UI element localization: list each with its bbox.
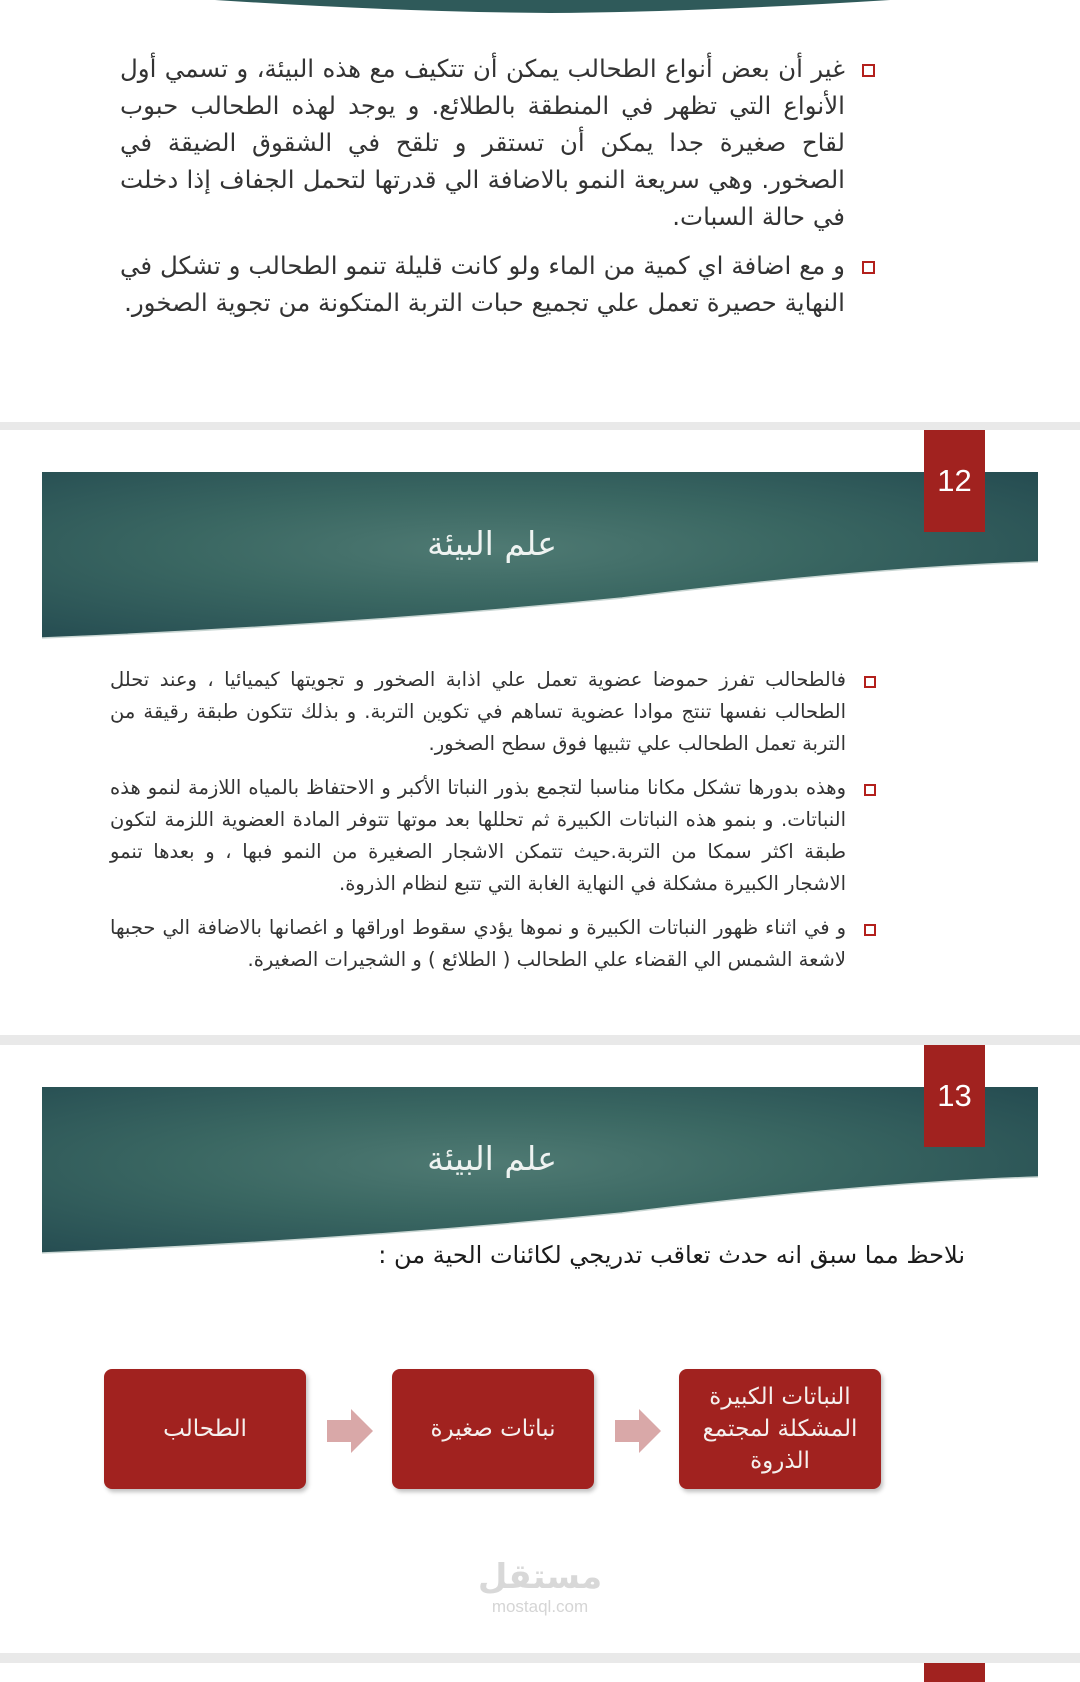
bullet-item: و مع اضافة اي كمية من الماء ولو كانت قليلة تنمو الطحالب و تشكل في النهاية حصيرة تعمل علي تجميع حبات التربة المتكونة من تجوية الصخور.: [120, 247, 845, 321]
slide-number-tab: [924, 1663, 985, 1682]
slide-11: [0, 0, 1080, 422]
square-bullet-icon: [864, 784, 876, 796]
slide-title: علم البيئة: [427, 1139, 557, 1178]
arrow-right-icon: [615, 1409, 661, 1453]
slide-14-partial: [0, 1663, 1080, 1682]
slide-12: [0, 430, 1080, 1035]
square-bullet-icon: [862, 64, 875, 77]
square-bullet-icon: [862, 261, 875, 274]
intro-text: نلاحظ مما سبق انه حدث تعاقب تدريجي لكائنات الحية من :: [378, 1241, 965, 1269]
arrow-right-icon: [327, 1409, 373, 1453]
slide-number: 13: [924, 1045, 985, 1147]
flow-step-climax-community: النباتات الكبيرة المشكلة لمجتمع الذروة: [679, 1369, 881, 1489]
flow-step-algae: الطحالب: [104, 1369, 306, 1489]
bullet-item: فالطحالب تفرز حموضا عضوية تعمل علي اذابة الصخور و تجويتها كيميائيا ، وعند تحلل الطحالب نفسها تنتج موادا عضوية تساهم في تكوين التربة. و بذلك تتكون طبقة رقيقة من التربة تعمل الطحالب علي تثبيها فوق سطح الصخور.: [110, 664, 846, 760]
flow-step-small-plants: نباتات صغيرة: [392, 1369, 594, 1489]
slide-title: علم البيئة: [427, 524, 557, 563]
mostaql-logo: مستقل: [477, 1557, 603, 1597]
bullet-item: و في اثناء ظهور النباتات الكبيرة و نموها يؤدي سقوط اوراقها و اغصانها بالاضافة الي حجبها لاشعة الشمس الي القضاء علي الطحالب ( الطلائع ) و الشجيرات الصغيرة.: [110, 912, 846, 976]
bullet-item: غير أن بعض أنواع الطحالب يمكن أن تتكيف مع هذه البيئة، و تسمي أول الأنواع التي تظهر في المنطقة بالطلائع. و يوجد لهذه الطحالب حبوب لقاح صغيرة جدا يمكن أن تستقر و تلقح في الشقوق الضيقة في الصخور. وهي سريعة النمو بالاضافة الي قدرتها لتحمل الجفاف إذا دخلت في حالة السبات.: [120, 50, 845, 235]
watermark-url: mostaql.com: [491, 1597, 589, 1616]
slide-11-bullet-list: [120, 50, 845, 333]
slide-13: [0, 1045, 1080, 1653]
title-band: [42, 1087, 1038, 1257]
bullet-item: وهذه بدورها تشكل مكانا مناسبا لتجمع بذور النباتا الأكبر و الاحتفاظ بالمياه اللازمة لنمو هذه النباتات. و بنمو هذه النباتات الكبيرة ثم تحللها بعد موتها تتوفر المادة العضوية اللزمة لتكون طبقة اكثر سمكا من التربة.حيث تتمكن الاشجار الصغيرة من النمو فبها ، و بعدها تنمو الاشجار الكبيرة مشكلة في النهاية الغابة التي تتبع لنظام الذروة.: [110, 772, 846, 900]
square-bullet-icon: [864, 676, 876, 688]
title-band: [42, 472, 1038, 642]
square-bullet-icon: [864, 924, 876, 936]
slide-12-bullet-list: [110, 664, 846, 988]
watermark: [460, 1557, 620, 1617]
slide-number: 12: [924, 430, 985, 532]
title-band-bottom-curve: [0, 0, 1080, 20]
